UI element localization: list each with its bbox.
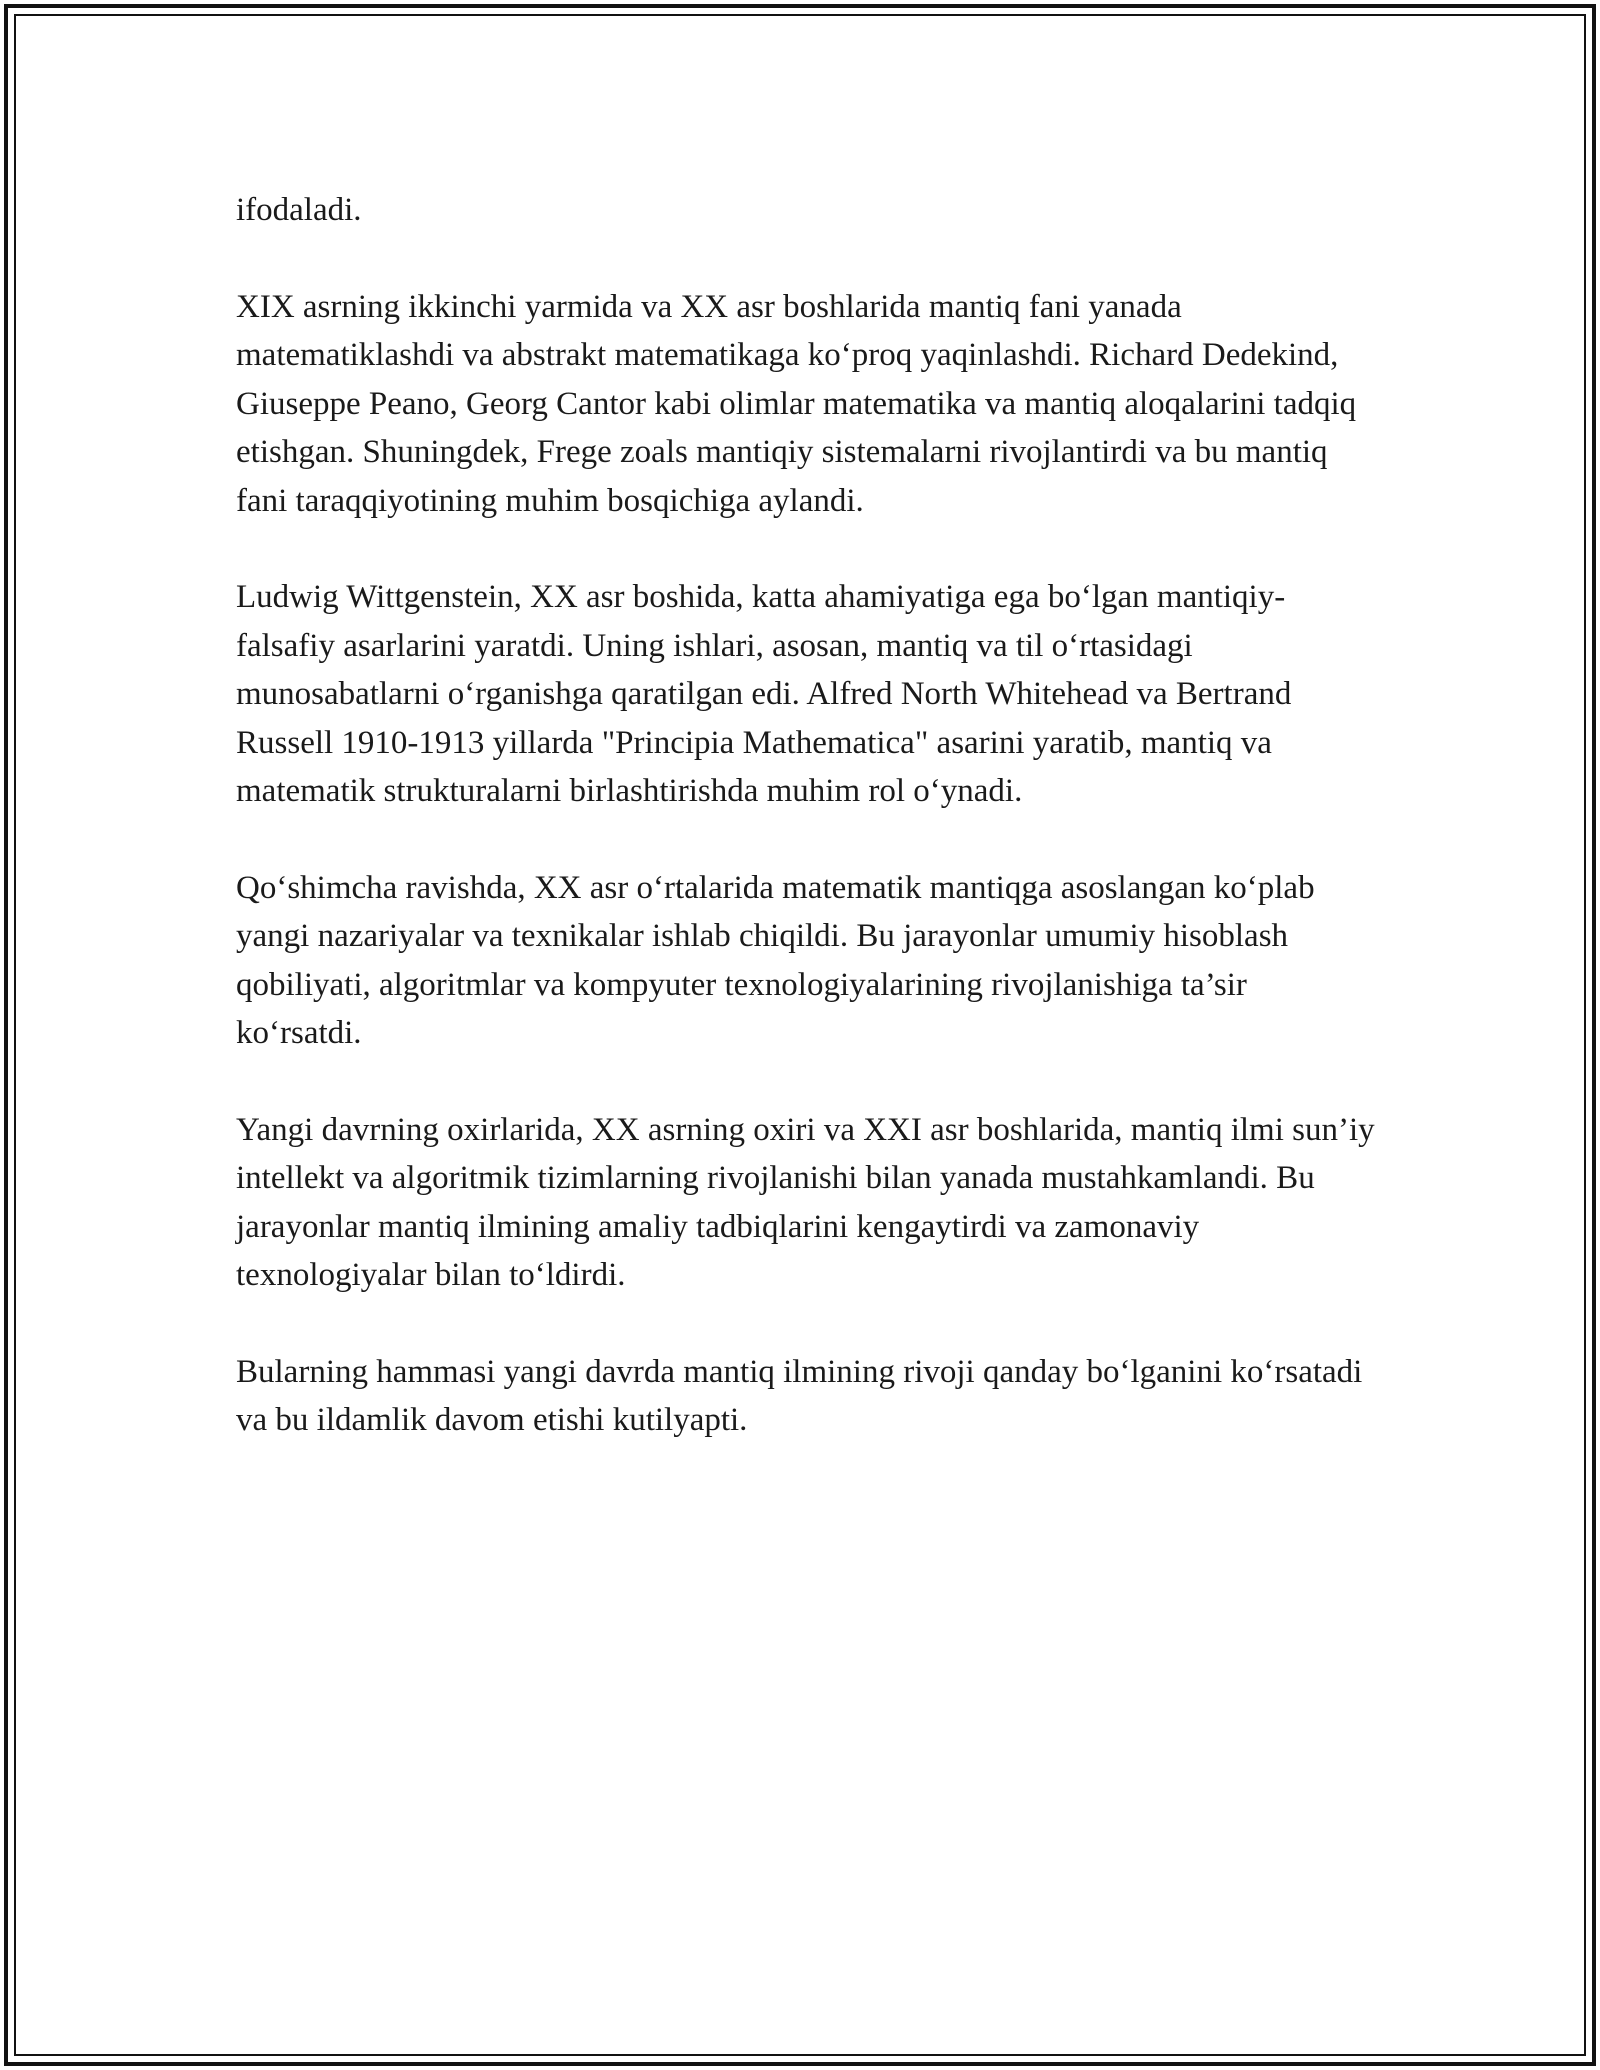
paragraph-3: Ludwig Wittgenstein, XX asr boshida, katta ahamiyatiga ega boʻlgan mantiqiy-falsafiy asarlarini yaratdi. Uning ishlari, asosan, mantiq va til oʻrtasidagi munosabatlarni oʻrganishga qaratilgan edi. Alfred North Whitehead va Bertrand Russell 1910-1913 yillarda "Principia Mathematica" asarini yaratib, mantiq va matematik strukturalarni birlashtirishda muhim rol oʻynadi. [236,579,1292,809]
paragraph-6: Bularning hammasi yangi davrda mantiq ilmining rivoji qanday boʻlganini koʻrsatadi va bu ildamlik davom etishi kutilyapti. [236,1353,1363,1438]
paragraph-1: ifodaladi. [236,192,362,228]
document-body [236,186,1376,1493]
paragraph-4: Qoʻshimcha ravishda, XX asr oʻrtalarida matematik mantiqga asoslangan koʻplab yangi nazariyalar va texnikalar ishlab chiqildi. Bu jarayonlar umumiy hisoblash qobiliyati, algoritmlar va kompyuter texnologiyalarining rivojlanishiga ta’sir koʻrsatdi. [236,869,1315,1051]
paragraph-2: XIX asrning ikkinchi yarmida va XX asr boshlarida mantiq fani yanada matematiklashdi va abstrakt matematikaga koʻproq yaqinlashdi. Richard Dedekind, Giuseppe Peano, Georg Cantor kabi olimlar matematika va mantiq aloqalarini tadqiq etishgan. Shuningdek, Frege zoals mantiqiy sistemalarni rivojlantirdi va bu mantiq fani taraqqiyotining muhim bosqichiga aylandi. [236,288,1357,519]
paragraph-5: Yangi davrning oxirlarida, XX asrning oxiri va XXI asr boshlarida, mantiq ilmi sun’iy intellekt va algoritmik tizimlarning rivojlanishi bilan yanada mustahkamlandi. Bu jarayonlar mantiq ilmining amaliy tadbiqlarini kengaytirdi va zamonaviy texnologiyalar bilan toʻldirdi. [236,1111,1375,1293]
